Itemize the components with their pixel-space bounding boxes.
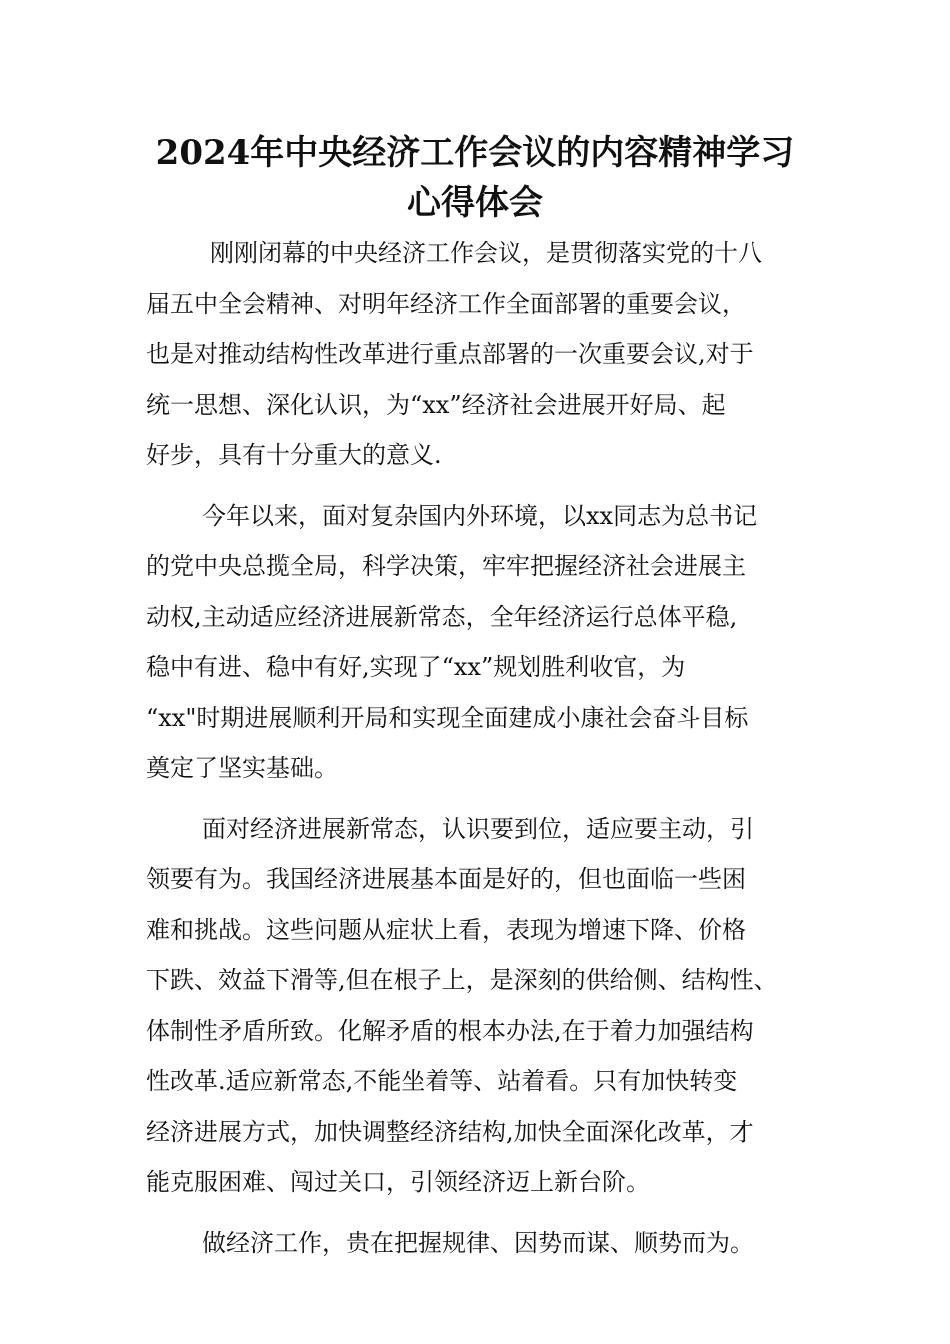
title-line: 心得体会	[407, 183, 543, 223]
paragraph-line: 的党中央总揽全局，科学决策，牢牢把握经济社会进展主	[146, 552, 746, 580]
paragraph-line: 体制性矛盾所致。化解矛盾的根本办法,在于着力加强结构	[146, 1016, 754, 1045]
paragraph-line: “xx"时期进展顺利开局和实现全面建成小康社会奋斗目标	[146, 703, 749, 732]
paragraph-line: 好步，具有十分重大的意义.	[146, 441, 442, 469]
paragraph-2	[146, 491, 826, 794]
paragraph-1	[146, 228, 826, 481]
paragraph-line: 经济进展方式，加快调整经济结构,加快全面深化改革，才	[146, 1117, 754, 1146]
paragraph-line: 奠定了坚实基础。	[146, 754, 338, 782]
paragraph-line: 动权,主动适应经济进展新常态，全年经济运行总体平稳,	[146, 602, 738, 631]
document-body	[146, 228, 826, 1268]
paragraph-line: 也是对推动结构性改革进行重点部署的一次重要会议,对于	[146, 340, 754, 368]
paragraph-line: 领要有为。我国经济进展基本面是好的，但也面临一些困	[146, 865, 746, 893]
paragraph-line: 性改革.适应新常态,不能坐着等、站着看。只有加快转变	[146, 1067, 738, 1095]
paragraph-line: 做经济工作，贵在把握规律、因势而谋、顺势而为。	[202, 1228, 754, 1257]
paragraph-line: 能克服困难、闯过关口，引领经济迈上新台阶。	[146, 1168, 650, 1196]
paragraph-line: 稳中有进、稳中有好,实现了“xx”规划胜利收官，为	[146, 653, 686, 681]
document-title	[145, 128, 805, 228]
paragraph-4	[146, 1218, 826, 1269]
paragraph-line: 难和挑战。这些问题从症状上看，表现为增速下降、价格	[146, 915, 746, 944]
paragraph-line: 届五中全会精神、对明年经济工作全面部署的重要会议，	[146, 289, 746, 318]
paragraph-3	[146, 804, 826, 1208]
title-line: 2024年中央经济工作会议的内容精神学习	[155, 133, 795, 173]
paragraph-line: 下跌、效益下滑等,但在根子上，是深刻的供给侧、结构性、	[146, 966, 778, 994]
paragraph-line: 今年以来，面对复杂国内外环境，以xx同志为总书记	[202, 501, 758, 530]
paragraph-line: 刚刚闭幕的中央经济工作会议，是贯彻落实党的十八	[210, 239, 762, 267]
paragraph-line: 统一思想、深化认识，为“xx”经济社会进展开好局、起	[146, 390, 726, 419]
paragraph-line: 面对经济进展新常态，认识要到位，适应要主动，引	[202, 814, 754, 843]
